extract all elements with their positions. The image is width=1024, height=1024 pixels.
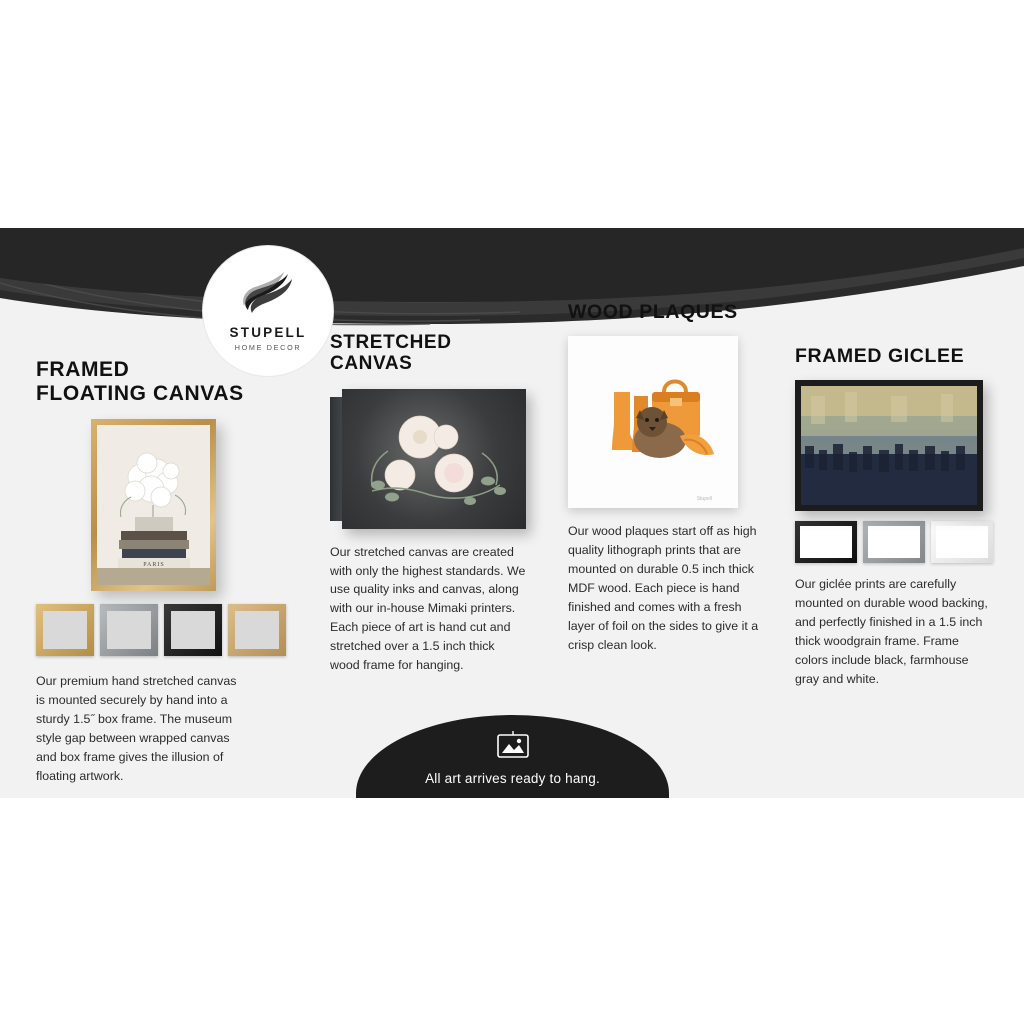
section-title-line2: CANVAS [330, 353, 413, 375]
black-frame-swatch[interactable] [164, 604, 222, 656]
canvas-face [342, 389, 526, 529]
wood-plaque-artwork [568, 336, 738, 508]
section-description: Our wood plaques start off as high quality lithograph prints that are mounted on durable 0.5 inch thick MDF wood. Each piece is hand finished and comes with a fresh layer of foil on the sides to give it a crisp clean look. [568, 523, 759, 652]
white-frame-swatch[interactable] [931, 521, 993, 563]
brand-name: STUPELL [229, 325, 307, 341]
oak-frame-swatch[interactable] [228, 604, 286, 656]
section-title: FRAMED GICLEE [795, 345, 965, 367]
section-stretched-canvas [330, 332, 530, 675]
swoosh-graphic [0, 228, 1024, 341]
section-description: Our giclée prints are carefully mounted on durable wood backing, and perfectly finished in a 1.5 inch thick woodgrain frame. Frame colors include black, farmhouse gray and white. [795, 576, 988, 686]
framed-floating-canvas-artwork [36, 419, 298, 594]
gold-box-frame [91, 419, 216, 591]
section-description: Our premium hand stretched canvas is mounted securely by hand into a sturdy 1.5˝ box frame. The museum style gap between wrapped canvas and box frame gives the illusion of floating artwork. [36, 674, 237, 783]
section-framed-giclee [795, 346, 995, 689]
gray-frame-swatch[interactable] [100, 604, 158, 656]
section-wood-plaques [568, 302, 764, 655]
farmhouse-gray-frame-swatch[interactable] [863, 521, 925, 563]
ready-to-hang-ribbon [356, 715, 669, 798]
frame-color-swatches [36, 604, 298, 656]
section-title-line2: FLOATING CANVAS [36, 381, 244, 405]
framed-giclee-artwork [795, 380, 983, 511]
section-title: WOOD PLAQUES [568, 301, 738, 323]
svg-text:PARIS: PARIS [143, 562, 165, 569]
section-title-line1: STRETCHED [330, 332, 452, 353]
ribbon-text: All art arrives ready to hang. [425, 771, 600, 786]
giclee-frame-color-swatches [795, 521, 995, 563]
section-description: Our stretched canvas are created with only the highest standards. We use quality inks and canvas, along with our in-house Mimaki printers. Each piece of art is hand cut and stretched over a 1.5 inch thick wood frame for hanging. [330, 544, 526, 673]
giclee-print [801, 386, 977, 505]
brand-tagline: HOME DECOR [234, 342, 302, 352]
stupell-swoosh-icon [240, 270, 296, 321]
top-decorative-band [0, 228, 1024, 341]
section-title [330, 332, 530, 375]
section-framed-floating-canvas [36, 358, 298, 786]
black-frame-swatch[interactable] [795, 521, 857, 563]
section-title [36, 358, 298, 405]
product-infographic [0, 228, 1024, 798]
gold-frame-swatch[interactable] [36, 604, 94, 656]
stretched-canvas-artwork [330, 389, 526, 529]
framed-picture-icon [496, 731, 530, 764]
svg-text:Stupell: Stupell [696, 495, 712, 502]
section-title-line1: FRAMED [36, 358, 130, 381]
brand-logo-badge [203, 246, 333, 376]
